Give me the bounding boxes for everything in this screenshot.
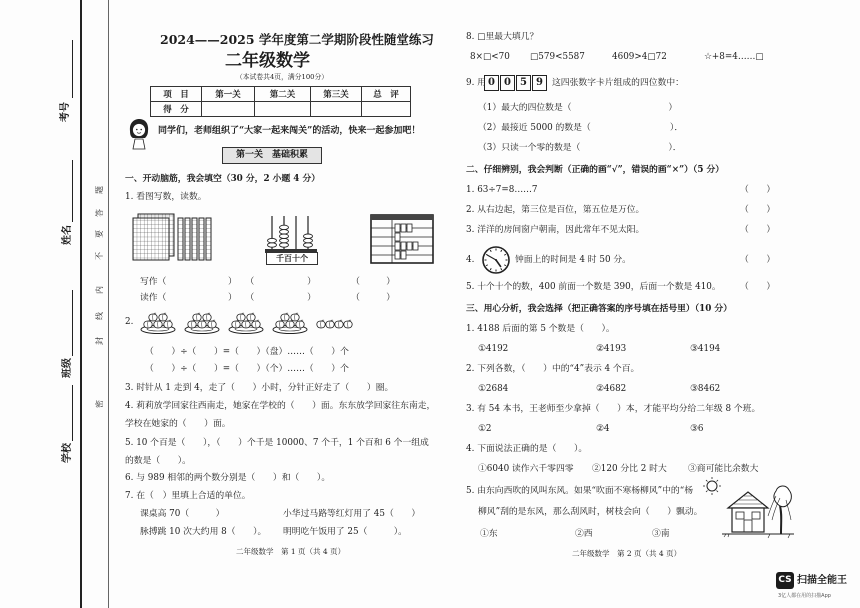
choice-option: ③南 — [652, 529, 670, 539]
q7-lunch: 明明吃午饭用了 25（ ）。 — [283, 527, 407, 537]
peach-plate-image — [184, 310, 220, 334]
score-header-level1: 第一关 — [202, 87, 255, 102]
q8-prompt: 8. □里最大填几？ — [466, 32, 539, 42]
q7-desk: 课桌高 70（ ） — [140, 509, 225, 519]
seal-char: 封 — [95, 337, 104, 345]
q8-item: ☆+8=4……□ — [704, 52, 764, 62]
loose-peaches-image — [316, 318, 356, 330]
choice-option: ③8462 — [690, 384, 721, 394]
peach-plate-image — [228, 310, 264, 334]
score-header-total: 总 评 — [362, 87, 411, 102]
judge-item-5: 5. 十个十个的数，400 前面一个数是 390，后面一个数是 410。 — [466, 282, 721, 292]
score-cell — [362, 102, 411, 117]
q9-sub2: （2）最接近 5000 的数是（ ）． — [478, 123, 684, 133]
choice-q2-stem: 2. 下列各数，（ ）中的“4”表示 4 个百。 — [466, 364, 640, 374]
q9-prefix: 9. 用 — [466, 78, 486, 88]
peach-plate-image — [140, 310, 176, 334]
q2-number: 2. — [125, 317, 134, 327]
score-cell — [311, 102, 362, 117]
choice-option: ②4193 — [596, 344, 627, 354]
choice-option: ①6040 读作六千零四零 — [478, 464, 574, 474]
score-row-label: 得 分 — [151, 102, 202, 117]
q5-line2: 的数是（ ）。 — [125, 456, 191, 466]
choice-option: ③6 — [690, 424, 704, 434]
score-table-score-row — [151, 102, 411, 117]
q9-sub3: （3）只读一个零的数是（ ）． — [478, 143, 682, 153]
score-cell — [202, 102, 255, 117]
page-footer-left: 二年级数学 第 1 页（共 4 页） — [236, 547, 346, 556]
judge-item-1: 1. 63÷7=8……7 — [466, 185, 538, 195]
exam-no-fill-line — [72, 40, 73, 98]
judge-answer-blank: （ ） — [740, 255, 776, 265]
judge-item-4-text: 钟面上的时间是 4 时 50 分。 — [515, 255, 631, 265]
choice-option: ②4 — [596, 424, 610, 434]
page-footer-right: 二年级数学 第 2 页（共 4 页） — [572, 549, 682, 558]
q1-read-row: 读作（ ） （ ） （ ） — [140, 293, 396, 303]
scanner-logo: CS — [776, 572, 794, 589]
q1-write-row: 写作（ ） （ ） （ ） — [140, 277, 396, 287]
score-cell — [255, 102, 311, 117]
q8-item: 4609>4□72 — [612, 52, 667, 62]
q3: 3. 时针从 1 走到 4，走了（ ）小时，分针正好走了（ ）圈。 — [125, 383, 394, 393]
q7-red-light: 小华过马路等红灯用了 45（ ） — [283, 509, 421, 519]
choice-option: ③商可能比余数大 — [688, 464, 759, 474]
q5-line1: 5. 10 个百是（ ），（ ）个千是 10000、7 个千，1 个百和 6 个一组成 — [125, 438, 429, 448]
girl-icon — [126, 118, 152, 150]
score-header-item: 项 目 — [151, 87, 202, 102]
q8-item: □579<5587 — [530, 52, 585, 62]
q2-row1: （ ）÷（ ）=（ ）（盘）……（ ）个 — [145, 347, 349, 357]
scanner-app-name: 扫描全能王 — [797, 575, 847, 586]
score-header-level2: 第二关 — [255, 87, 311, 102]
name-label: 姓名 — [62, 225, 73, 245]
abacus-image — [264, 214, 320, 254]
choice-q3-stem: 3. 有 54 本书，王老师至少拿掉（ ）本，才能平均分给二年级 8 个班。 — [466, 404, 761, 414]
peach-plate-image — [272, 310, 308, 334]
level-one-banner: 第一关 基础积累 — [222, 147, 322, 164]
judge-answer-blank: （ ） — [740, 282, 776, 292]
school-fill-line — [72, 385, 73, 441]
exam-note: （本试卷共4页，满分100分） — [236, 73, 329, 81]
seal-line — [108, 0, 109, 608]
choice-option: ②120 分比 2 时大 — [592, 464, 667, 474]
intro-text: 同学们，老师组织了“大家一起来闯关”的活动，快来一起参加吧！ — [158, 126, 421, 136]
part2-heading: 二、仔细辨别，我会判断（正确的画“√”，错误的画“×”）（5 分） — [466, 165, 725, 175]
q8-item: 8×□<70 — [470, 52, 510, 62]
part3-heading: 三、用心分析，我会选择（把正确答案的序号填在括号里）（10 分） — [466, 304, 733, 314]
choice-q4-stem: 4. 下面说法正确的是（ ）。 — [466, 444, 588, 454]
choice-q5-stem-line1: 5. 由东向西吹的风叫东风。如果“吹面不寒杨柳风”中的“杨 — [466, 486, 694, 496]
choice-q5-stem-line2: 柳风”刮的是东风，那么刮风时，树枝会向（ ）飘动。 — [478, 507, 703, 517]
choice-option: ②4682 — [596, 384, 627, 394]
hundreds-blocks-image — [130, 212, 220, 264]
judge-item-3: 3. 洋洋的房间窗户朝南，因此常年不见太阳。 — [466, 225, 645, 235]
binding-line — [80, 0, 82, 608]
digit-card: 0 — [484, 75, 499, 91]
subject-title: 二年级数学 — [225, 51, 310, 71]
q2-row2: （ ）÷（ ）=（ ）（个）……（ ）个 — [145, 364, 349, 374]
q7-prompt: 7. 在（ ）里填上合适的单位。 — [125, 491, 251, 501]
score-header-level3: 第三关 — [311, 87, 362, 102]
choice-option: ①东 — [480, 529, 498, 539]
digit-card: 5 — [516, 75, 531, 91]
digit-card: 9 — [532, 75, 547, 91]
judge-item-4-number: 4. — [466, 255, 475, 265]
digit-card: 0 — [500, 75, 515, 91]
seal-char: 不 — [95, 252, 104, 260]
name-fill-line — [72, 160, 73, 222]
seal-char: 线 — [95, 312, 104, 320]
counting-frame-image — [370, 214, 434, 264]
scanner-tagline: 3亿人都在用的扫描App — [778, 593, 831, 599]
clock-icon — [482, 246, 510, 274]
exam-no-label: 考号 — [60, 102, 71, 122]
choice-option: ②西 — [575, 529, 593, 539]
score-table-header-row — [151, 87, 411, 102]
score-table — [150, 86, 411, 117]
judge-item-2: 2. 从右边起，第三位是百位，第五位是万位。 — [466, 205, 645, 215]
judge-answer-blank: （ ） — [740, 185, 776, 195]
choice-option: ①2684 — [478, 384, 509, 394]
part1-heading: 一、开动脑筋，我会填空（30 分，2 小题 4 分） — [125, 174, 321, 184]
seal-char: 内 — [95, 286, 104, 294]
seal-char: 要 — [95, 230, 104, 238]
choice-option: ①2 — [478, 424, 492, 434]
choice-q1-stem: 1. 4188 后面的第 5 个数是（ ）。 — [466, 324, 615, 334]
seal-char: 密 — [95, 400, 104, 408]
class-label: 班级 — [62, 358, 73, 378]
seal-char: 题 — [95, 186, 104, 194]
q9-suffix: 这四张数字卡片组成的四位数中： — [552, 78, 684, 88]
judge-answer-blank: （ ） — [740, 225, 776, 235]
exam-title: 2024——2025 学年度第二学期阶段性随堂练习 — [160, 32, 434, 47]
q1-prompt: 1. 看图写数，读数。 — [125, 192, 207, 202]
judge-answer-blank: （ ） — [740, 205, 776, 215]
house-tree-wind-image — [702, 476, 794, 542]
q4-line1: 4. 莉莉放学回家往西南走，她家在学校的（ ）面。东东放学回家往东南走， — [125, 401, 436, 411]
q7-pulse: 脉搏跳 10 次大约用 8（ ）。 — [140, 527, 267, 537]
choice-option: ③4194 — [690, 344, 721, 354]
abacus-place-label: 千百十个 — [266, 252, 318, 265]
seal-char: 答 — [95, 209, 104, 217]
class-fill-line — [72, 290, 73, 356]
choice-option: ①4192 — [478, 344, 509, 354]
q9-sub1: （1）最大的四位数是（ ） — [478, 103, 678, 113]
school-label: 学校 — [62, 443, 73, 463]
q4-line2: 学校在她家的（ ）面。 — [125, 419, 231, 429]
q6: 6. 与 989 相邻的两个数分别是（ ）和（ ）。 — [125, 473, 331, 483]
